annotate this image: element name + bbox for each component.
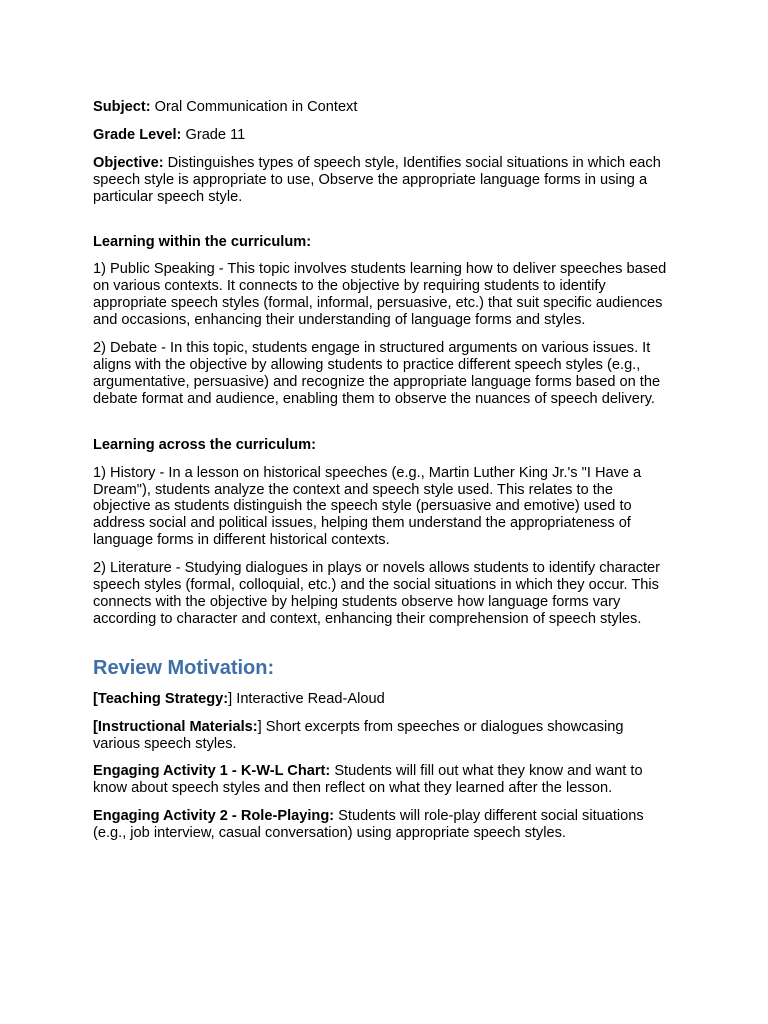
instructional-materials-label: [Instructional Materials: — [93, 718, 258, 735]
activity-1-label: Engaging Activity 1 - K-W-L Chart: — [93, 763, 331, 780]
grade-level-value: Grade 11 — [181, 126, 246, 143]
teaching-strategy-label: [Teaching Strategy: — [93, 690, 229, 707]
teaching-strategy-value: ] Interactive Read-Aloud — [228, 690, 385, 707]
activity-1-value: Students will fill out what they know and want to know about speech styles and then reflect on what they learned after the lesson. — [93, 763, 643, 797]
subject-value: Oral Communication in Context — [150, 99, 358, 115]
document-page — [93, 99, 673, 853]
instructional-materials-value: ] Short excerpts from speeches or dialogues showcasing various speech styles. — [93, 718, 624, 752]
within-item-public-speaking: 1) Public Speaking - This topic involves students learning how to deliver speeches based on various contexts. It connects to the objective by requiring students to identify appropriate speech styles (formal, informal, persuasive, etc.) that suit specific audiences and occasions, enhancing their understanding of language forms and styles. — [93, 261, 667, 329]
grade-level-line — [93, 127, 673, 144]
activity-2-line — [93, 808, 673, 842]
objective-label: Objective: — [93, 154, 164, 171]
subject-line — [93, 99, 673, 116]
across-item-literature: 2) Literature - Studying dialogues in plays or novels allows students to identify character speech styles (formal, colloquial, etc.) and the social situations in which they occur. This connects with the objective by helping students observe how language forms vary according to character and context, enhancing their comprehension of speech styles. — [93, 560, 661, 627]
subject-label: Subject: — [93, 99, 151, 115]
teaching-strategy-line — [93, 691, 673, 708]
within-curriculum-heading: Learning within the curriculum: — [93, 233, 312, 250]
grade-level-label: Grade Level: — [93, 126, 182, 143]
instructional-materials-line — [93, 719, 673, 753]
activity-2-value: Students will role-play different social situations (e.g., job interview, casual conversation) using appropriate speech styles. — [93, 808, 644, 842]
activity-2-label: Engaging Activity 2 - Role-Playing: — [93, 808, 335, 825]
activity-1-line — [93, 763, 673, 797]
objective-value: Distinguishes types of speech style, Identifies social situations in which each speech style is appropriate to use, Observe the appropriate language forms in using a particular speech style. — [93, 154, 661, 205]
across-item-history: 1) History - In a lesson on historical speeches (e.g., Martin Luther King Jr.'s "I Have a Dream"), students analyze the context and speech style used. This relates to the objective as students distinguish the speech style (persuasive and emotive) used to address social and political issues, helping them understand the appropriateness of language forms in different historical contexts. — [93, 464, 642, 549]
objective-line — [93, 155, 673, 206]
within-item-debate: 2) Debate - In this topic, students engage in structured arguments on various issues. It aligns with the objective by allowing students to practice different speech styles (e.g., argumentative, persuasive) and recognize the appropriate language forms based on the debate format and audience, enabling them to observe the nuances of speech delivery. — [93, 340, 661, 407]
review-motivation-heading: Review Motivation: — [93, 656, 275, 679]
across-curriculum-heading: Learning across the curriculum: — [93, 436, 317, 453]
